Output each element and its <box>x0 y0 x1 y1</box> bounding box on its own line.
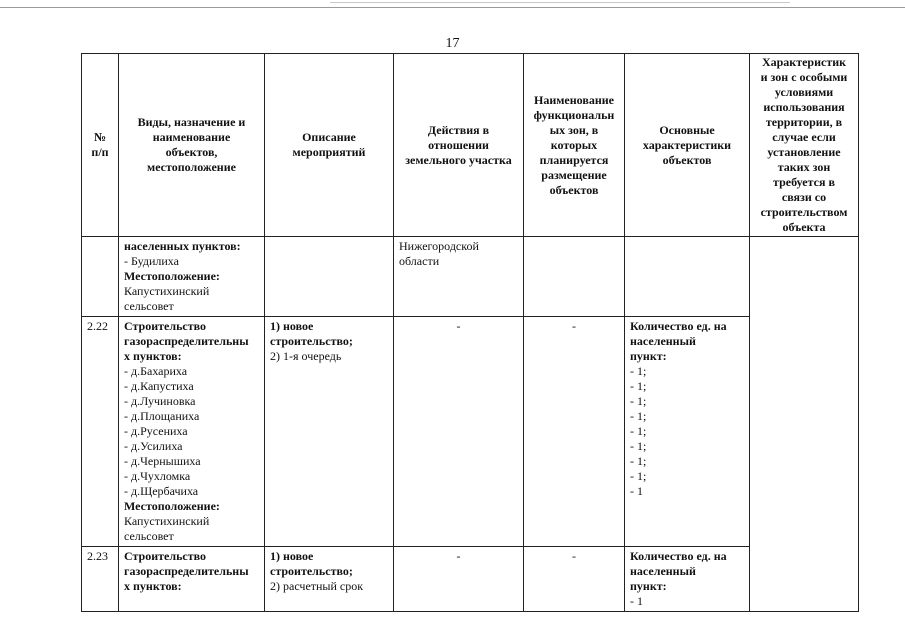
characteristics-heading <box>630 549 744 594</box>
text-line: объектов <box>662 152 712 167</box>
text-line: Нижегородской <box>399 239 479 253</box>
text-line: функциональн <box>533 107 615 122</box>
header-actions <box>394 54 524 237</box>
text-line: х пунктов: <box>124 349 182 363</box>
text-line: Основные <box>659 122 715 137</box>
text-line: наименование <box>152 130 231 144</box>
text-line: сельсовет <box>124 299 174 313</box>
types-heading <box>124 319 259 364</box>
top-rule-faint <box>330 2 790 3</box>
header-zones <box>524 54 625 237</box>
text-line: Капустихинский <box>124 514 210 528</box>
text-line: характеристики <box>642 137 732 152</box>
text-line: - 1; <box>630 379 647 393</box>
text-line: Действия в <box>427 122 490 137</box>
text-line: области <box>399 254 440 268</box>
table-row <box>82 547 859 612</box>
text-line: населенный <box>630 334 696 348</box>
text-line: строительство; <box>270 564 353 578</box>
text-line: - <box>456 319 461 333</box>
text-line: планируется <box>539 152 609 167</box>
text-line: Наименование <box>534 92 614 107</box>
header-description <box>265 54 394 237</box>
text-line: местоположение <box>147 160 236 174</box>
text-line: пункт: <box>630 579 667 593</box>
text-line: ых зон, в <box>549 122 599 137</box>
row-actions <box>394 237 524 317</box>
text-line: - 1; <box>630 424 647 438</box>
text-line: Количество ед. на <box>630 549 727 563</box>
row-types <box>119 317 265 547</box>
text-line: - <box>456 549 461 563</box>
text-line: Виды, назначение и <box>137 115 246 129</box>
text-line: отношении <box>428 137 489 152</box>
header-num <box>82 54 119 237</box>
row-description <box>265 237 394 317</box>
text-line: установление <box>767 145 841 159</box>
text-line: х пунктов: <box>124 579 182 593</box>
text-line: населенный <box>630 564 696 578</box>
row-zones: - <box>524 317 625 547</box>
text-line: - 1 <box>630 484 643 498</box>
text-line: мероприятий <box>292 145 366 159</box>
text-line: территории, в <box>765 115 843 129</box>
text-line: № <box>93 130 107 144</box>
header-types <box>119 54 265 237</box>
text-line: - 1; <box>630 394 647 408</box>
text-line: - д.Чернышиха <box>124 454 201 468</box>
text-line: требуется в <box>773 175 835 189</box>
types-items <box>124 364 259 499</box>
row-description <box>265 547 394 612</box>
text-line: - д.Усилиха <box>124 439 183 453</box>
row-num: 2.22 <box>82 317 119 547</box>
text-line: Количество ед. на <box>630 319 727 333</box>
table-row <box>82 317 859 547</box>
location-value <box>124 284 259 314</box>
text-line: - 1; <box>630 454 647 468</box>
text-line: - д.Чухломка <box>124 469 191 483</box>
row-num <box>82 237 119 317</box>
text-line: сельсовет <box>124 529 174 543</box>
text-line: Описание <box>302 130 356 144</box>
text-line: которых <box>550 137 598 152</box>
text-line: - д.Площаниха <box>124 409 200 423</box>
row-actions <box>394 317 524 547</box>
table-row <box>82 237 859 317</box>
text-line: размещение <box>541 167 607 182</box>
characteristics-items <box>630 594 744 609</box>
text-line: - 1; <box>630 409 647 423</box>
text-line: - д.Щербачиха <box>124 484 199 498</box>
types-heading <box>124 239 259 254</box>
row-zones: - <box>524 547 625 612</box>
text-line: объекта <box>782 220 826 234</box>
text-line: строительством <box>760 205 848 219</box>
row-num: 2.23 <box>82 547 119 612</box>
text-line: объектов <box>549 182 599 197</box>
row-zones <box>524 237 625 317</box>
text-line: - 1; <box>630 469 647 483</box>
text-line: Строительство <box>124 319 207 333</box>
text-line: пункт: <box>630 349 667 363</box>
text-line: условиями <box>774 85 834 99</box>
text-line: Характеристик <box>761 55 847 69</box>
text-line: - Будилиха <box>124 254 179 268</box>
characteristics-items <box>630 364 744 499</box>
row-types <box>119 237 265 317</box>
text-line: Капустихинский <box>124 284 210 298</box>
types-items <box>124 254 259 269</box>
text-line: - д.Капустиха <box>124 379 194 393</box>
location-value <box>124 514 259 544</box>
text-line: - д.Русениха <box>124 424 188 438</box>
text-line: - 1; <box>630 364 647 378</box>
text-line: земельного участка <box>405 152 512 167</box>
header-characteristics <box>625 54 750 237</box>
text-line: 1) новое <box>270 549 314 563</box>
description-bold <box>270 549 388 579</box>
row-characteristics <box>625 547 750 612</box>
location-label: Местоположение: <box>124 269 220 283</box>
text-line: 1) новое <box>270 319 314 333</box>
row-actions <box>394 547 524 612</box>
text-line: объектов, <box>165 145 218 159</box>
types-heading <box>124 549 259 594</box>
location-label: Местоположение: <box>124 499 220 513</box>
row-types <box>119 547 265 612</box>
text-line: Строительство <box>124 549 207 563</box>
row-special-merged <box>750 237 859 612</box>
description-plain <box>270 579 388 594</box>
text-line: - д.Бахариха <box>124 364 188 378</box>
top-rule <box>0 7 905 8</box>
text-line: 2) расчетный срок <box>270 579 364 593</box>
text-line: и зон с особыми <box>760 70 848 84</box>
text-line: населенных пунктов: <box>124 239 241 253</box>
text-line: строительство; <box>270 334 353 348</box>
characteristics-heading <box>630 319 744 364</box>
header-row <box>82 54 859 237</box>
header-special <box>750 54 859 237</box>
text-line: таких зон <box>777 160 831 174</box>
text-line: - 1 <box>630 594 643 608</box>
text-line: использования <box>763 100 845 114</box>
text-line: газораспределительны <box>124 564 249 578</box>
text-line: газораспределительны <box>124 334 249 348</box>
page-number: 17 <box>445 36 460 51</box>
text-line: п/п <box>91 145 109 159</box>
text-line: случае если <box>772 130 836 144</box>
text-line: - д.Лучиновка <box>124 394 196 408</box>
description-bold <box>270 319 388 349</box>
row-description <box>265 317 394 547</box>
row-characteristics <box>625 317 750 547</box>
objects-table <box>81 53 859 612</box>
row-characteristics <box>625 237 750 317</box>
text-line: связи со <box>781 190 827 204</box>
description-plain <box>270 349 388 364</box>
text-line: 2) 1-я очередь <box>270 349 342 363</box>
text-line: - 1; <box>630 439 647 453</box>
